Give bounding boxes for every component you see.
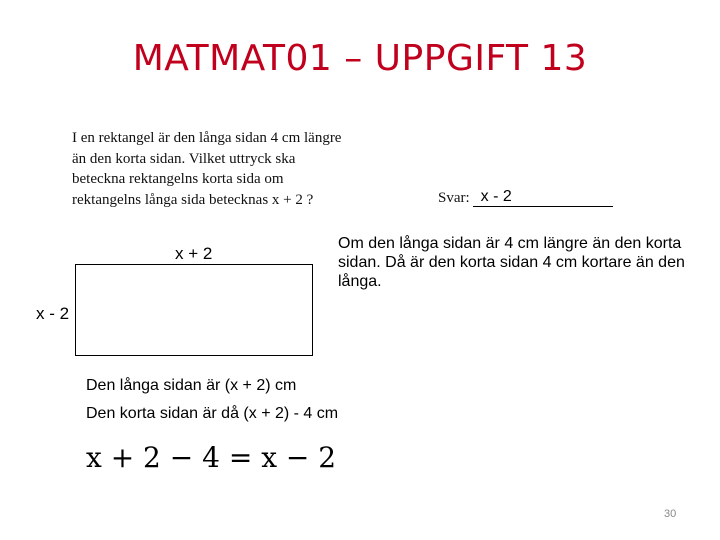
question-line: än den korta sidan. Vilket uttryck ska [72,150,296,167]
explanation-text: Om den långa sidan är 4 cm längre än den korta sidan. Då är den korta sidan 4 cm kortare än den långa. [338,235,685,290]
rectangle-short-side-label: x - 2 [36,304,70,323]
question-text-image [72,128,392,210]
rectangle-long-side-label: x + 2 [175,244,213,263]
page-number: 30 [664,508,677,520]
short-side-statement: Den korta sidan är då (x + 2) - 4 cm [86,405,339,422]
answer-blank-line [473,190,613,207]
equation: x + 2 − 4 = x − 2 [86,441,337,474]
answer-value: x - 2 [480,188,512,205]
answer-label: Svar: [438,190,470,206]
question-line: I en rektangel är den långa sidan 4 cm längre [72,130,342,146]
long-side-statement: Den långa sidan är (x + 2) cm [86,377,297,394]
rectangle-diagram [75,264,313,356]
question-line: rektangelns långa sida betecknas x + 2 ? [72,191,314,208]
answer-area [438,190,613,207]
question-line: beteckna rektangelns korta sida om [72,171,284,187]
slide-title: MATMAT01 – UPPGIFT 13 [132,38,588,79]
